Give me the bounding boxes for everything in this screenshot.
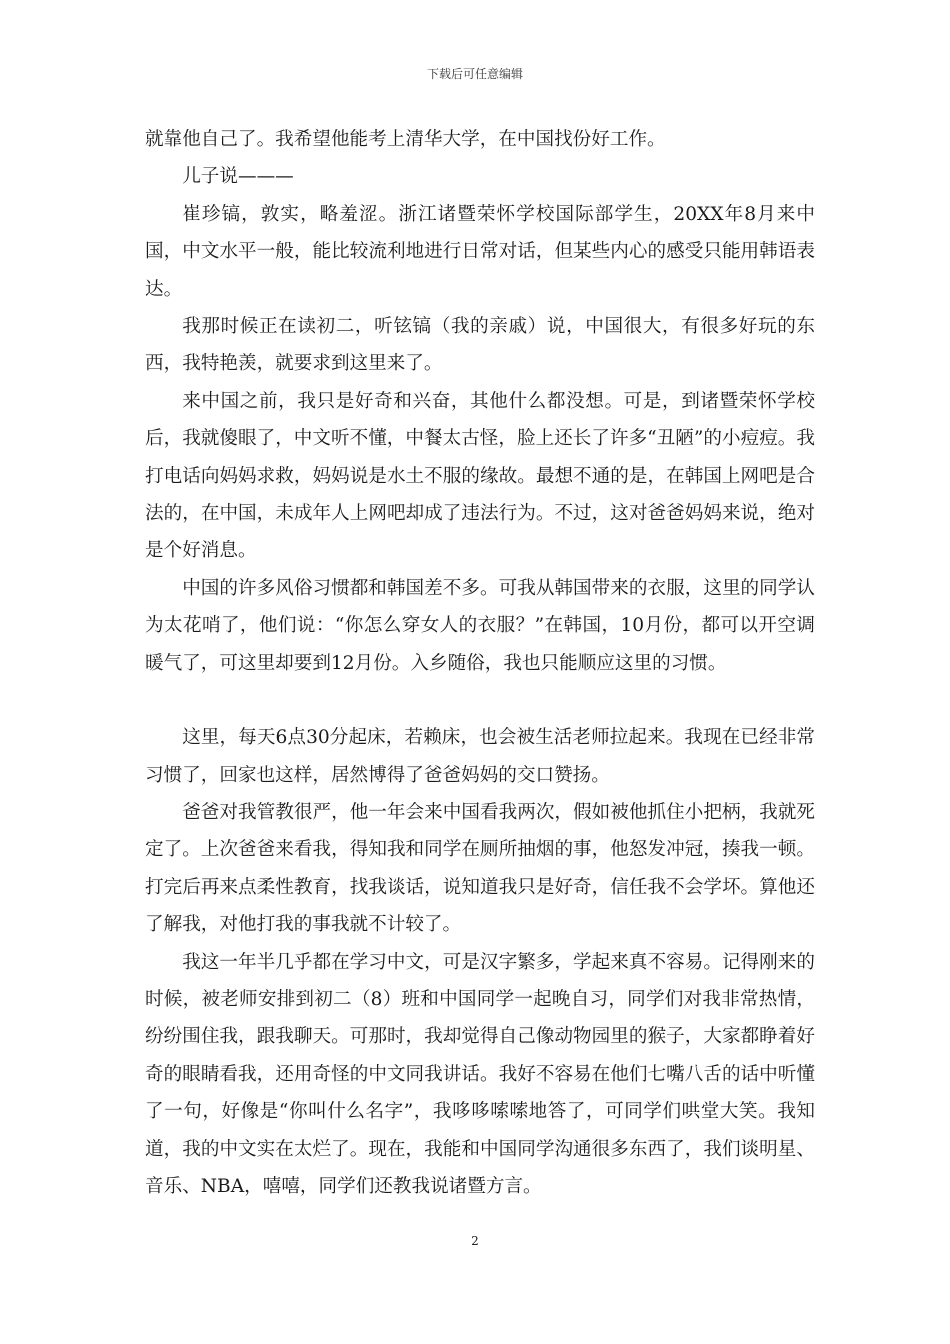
paragraph: 爸爸对我管教很严，他一年会来中国看我两次，假如被他抓住小把柄，我就死定了。上次爸爸来看我，得知我和同学在厕所抽烟的事，他怒发冲冠，揍我一顿。打完后再来点柔性教育，找我谈话，说知道我只是好奇，信任我不会学坏。算他还了解我，对他打我的事我就不计较了。 xyxy=(145,801,815,936)
paragraph-continuation: 就靠他自己了。我希望他能考上清华大学，在中国找份好工作。 xyxy=(145,129,666,150)
paragraph: 中国的许多风俗习惯都和韩国差不多。可我从韩国带来的衣服，这里的同学认为太花哨了，他们说：“你怎么穿女人的衣服？”在韩国，10月份，都可以开空调暖气了，可这里却要到12月份。入乡随俗，我也只能顺应这里的习惯。 xyxy=(145,577,815,674)
section-heading: 儿子说——— xyxy=(182,166,294,188)
paragraph: 我那时候正在读初二，听铉镐（我的亲戚）说，中国很大，有很多好玩的东西，我特艳羡，就要求到这里来了。 xyxy=(145,316,815,375)
page-number: 2 xyxy=(471,1234,479,1248)
paragraph-profile: 崔珍镐，敦实，略羞涩。浙江诸暨荣怀学校国际部学生，20XX年8月来中国，中文水平一般，能比较流利地进行日常对话，但某些内心的感受只能用韩语表达。 xyxy=(145,203,815,300)
document-body xyxy=(145,121,815,1205)
page-header: 下载后可任意编辑 xyxy=(426,67,523,81)
paragraph: 这里，每天6点30分起床，若赖床，也会被生活老师拉起来。我现在已经非常习惯了，回家也这样，居然博得了爸爸妈妈的交口赞扬。 xyxy=(145,727,815,786)
paragraph: 来中国之前，我只是好奇和兴奋，其他什么都没想。可是，到诸暨荣怀学校后，我就傻眼了，中文听不懂，中餐太古怪，脸上还长了许多“丑陋”的小痘痘。我打电话向妈妈求救，妈妈说是水土不服的缘故。最想不通的是，在韩国上网吧是合法的，在中国，未成年人上网吧却成了违法行为。不过，这对爸爸妈妈来说，绝对是个好消息。 xyxy=(145,390,815,562)
paragraph: 我这一年半几乎都在学习中文，可是汉字繁多，学起来真不容易。记得刚来的时候，被老师安排到初二（8）班和中国同学一起晚自习，同学们对我非常热情，纷纷围住我，跟我聊天。可那时，我却觉得自己像动物园里的猴子，大家都睁着好奇的眼睛看我，还用奇怪的中文同我讲话。我好不容易在他们七嘴八舌的话中听懂了一句，好像是“你叫什么名字”，我哆哆嗦嗦地答了，可同学们哄堂大笑。我知道，我的中文实在太烂了。现在，我能和中国同学沟通很多东西了，我们谈明星、音乐、NBA，嘻嘻，同学们还教我说诸暨方言。 xyxy=(145,951,815,1197)
